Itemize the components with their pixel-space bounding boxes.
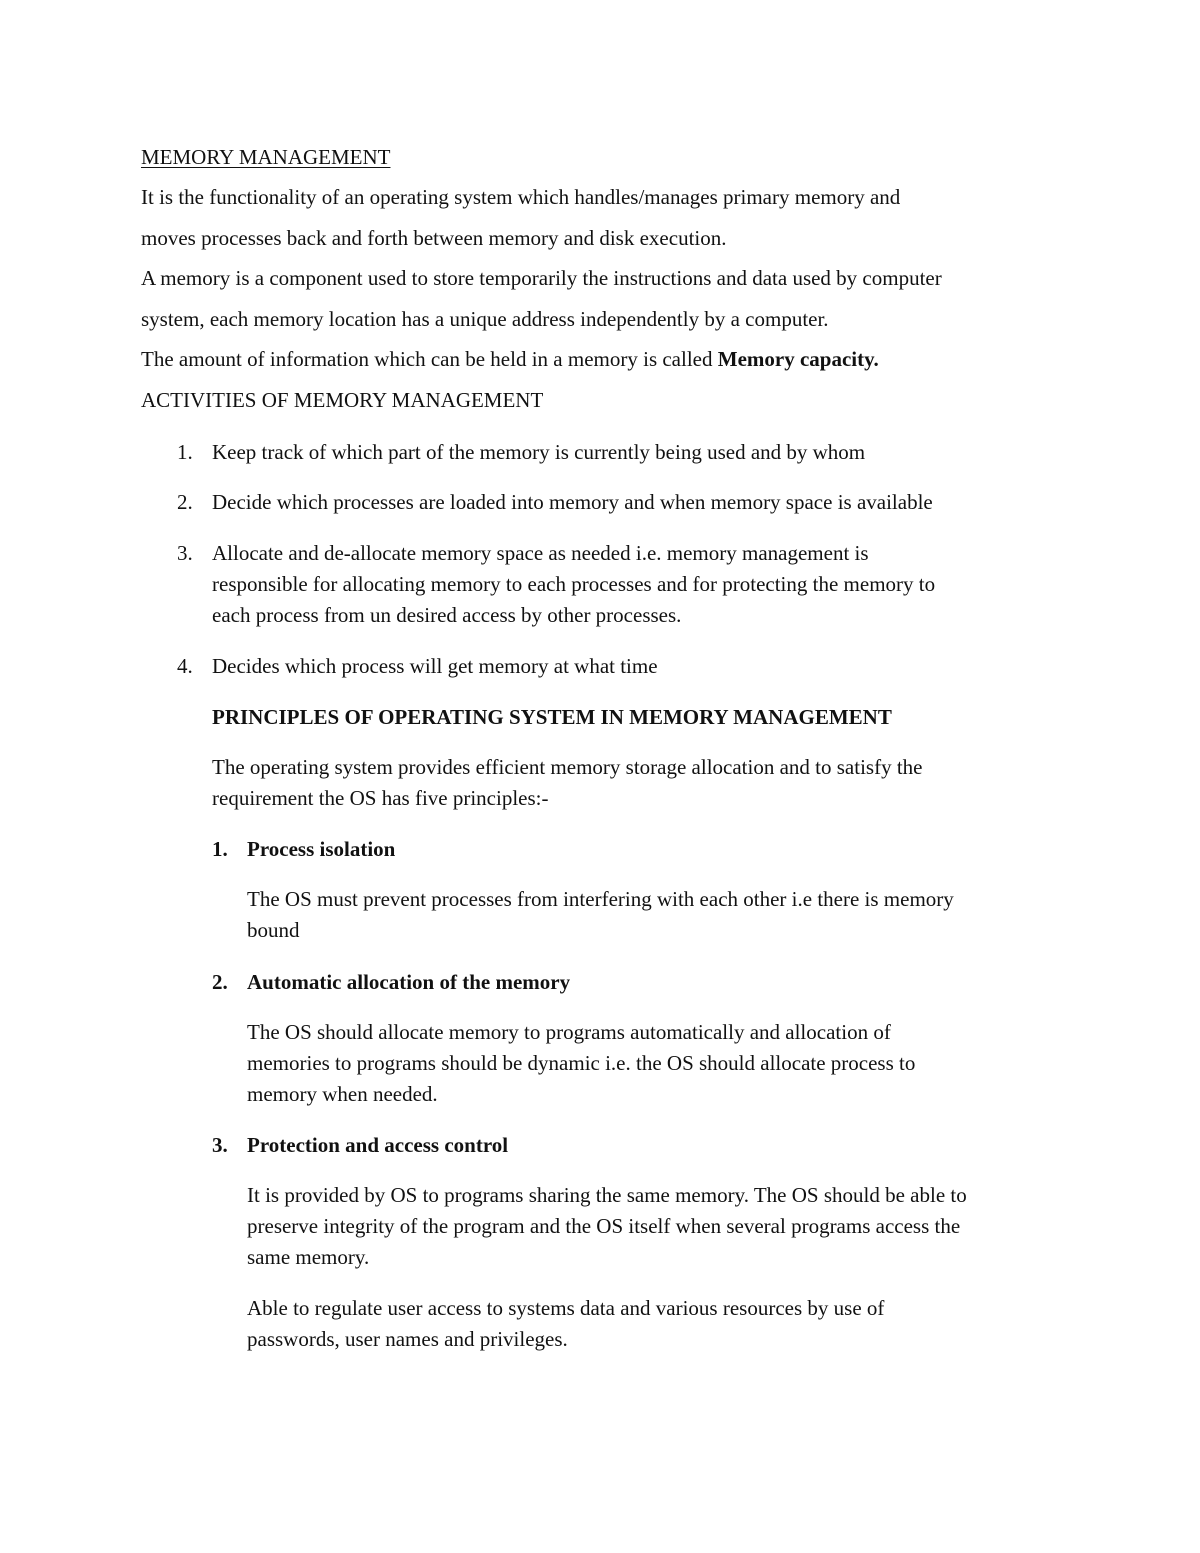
intro-paragraph-2-line-1: A memory is a component used to store temporarily the instructions and data used by computer: [141, 266, 942, 290]
activity-item-3-line-1: Allocate and de-allocate memory space as needed i.e. memory management is: [212, 541, 869, 565]
activity-number: 1.: [177, 440, 193, 464]
principle-3-line-3: same memory.: [247, 1245, 370, 1269]
principle-1-line-1: The OS must prevent processes from interfering with each other i.e there is memory: [247, 887, 954, 911]
principle-number: 3.: [212, 1133, 228, 1157]
intro-paragraph-2-line-2: system, each memory location has a unique address independently by a computer.: [141, 307, 829, 331]
intro-paragraph-1-line-1: It is the functionality of an operating system which handles/manages primary memory and: [141, 185, 901, 209]
activity-number: 4.: [177, 654, 193, 678]
activities-heading: ACTIVITIES OF MEMORY MANAGEMENT: [141, 388, 544, 412]
activity-number: 3.: [177, 541, 193, 565]
principle-3-title: Protection and access control: [247, 1133, 509, 1157]
principle-1-title: Process isolation: [247, 837, 396, 861]
principles-intro-line-1: The operating system provides efficient memory storage allocation and to satisfy the: [212, 755, 923, 779]
principle-3-line-1: It is provided by OS to programs sharing the same memory. The OS should be able to: [247, 1183, 967, 1207]
memory-capacity-term: Memory capacity.: [717, 347, 879, 371]
memory-capacity-sentence: [141, 346, 879, 372]
principle-number: 1.: [212, 837, 228, 861]
activity-item-2-line-1: Decide which processes are loaded into memory and when memory space is available: [212, 490, 933, 514]
principle-2-line-2: memories to programs should be dynamic i.e. the OS should allocate process to: [247, 1051, 916, 1075]
principle-2-line-1: The OS should allocate memory to programs automatically and allocation of: [247, 1020, 891, 1044]
document-title: MEMORY MANAGEMENT: [141, 145, 391, 169]
principles-heading: PRINCIPLES OF OPERATING SYSTEM IN MEMORY MANAGEMENT: [212, 705, 892, 729]
principle-3-line-2: preserve integrity of the program and the OS itself when several programs access the: [247, 1214, 961, 1238]
principle-2-title: Automatic allocation of the memory: [247, 970, 571, 994]
principle-2-line-3: memory when needed.: [247, 1082, 438, 1106]
principle-3-extra-line-2: passwords, user names and privileges.: [247, 1327, 568, 1351]
activity-item-3-line-3: each process from un desired access by other processes.: [212, 603, 682, 627]
activity-number: 2.: [177, 490, 193, 514]
principle-3-extra-line-1: Able to regulate user access to systems data and various resources by use of: [247, 1296, 885, 1320]
activity-item-3-line-2: responsible for allocating memory to each processes and for protecting the memory to: [212, 572, 936, 596]
memory-capacity-text: The amount of information which can be held in a memory is called: [141, 347, 718, 371]
principles-intro-line-2: requirement the OS has five principles:-: [212, 786, 549, 810]
principle-1-line-2: bound: [247, 918, 300, 942]
activity-item-4-line-1: Decides which process will get memory at what time: [212, 654, 658, 678]
principle-number: 2.: [212, 970, 228, 994]
intro-paragraph-1-line-2: moves processes back and forth between memory and disk execution.: [141, 226, 727, 250]
activity-item-1-line-1: Keep track of which part of the memory is currently being used and by whom: [212, 440, 866, 464]
